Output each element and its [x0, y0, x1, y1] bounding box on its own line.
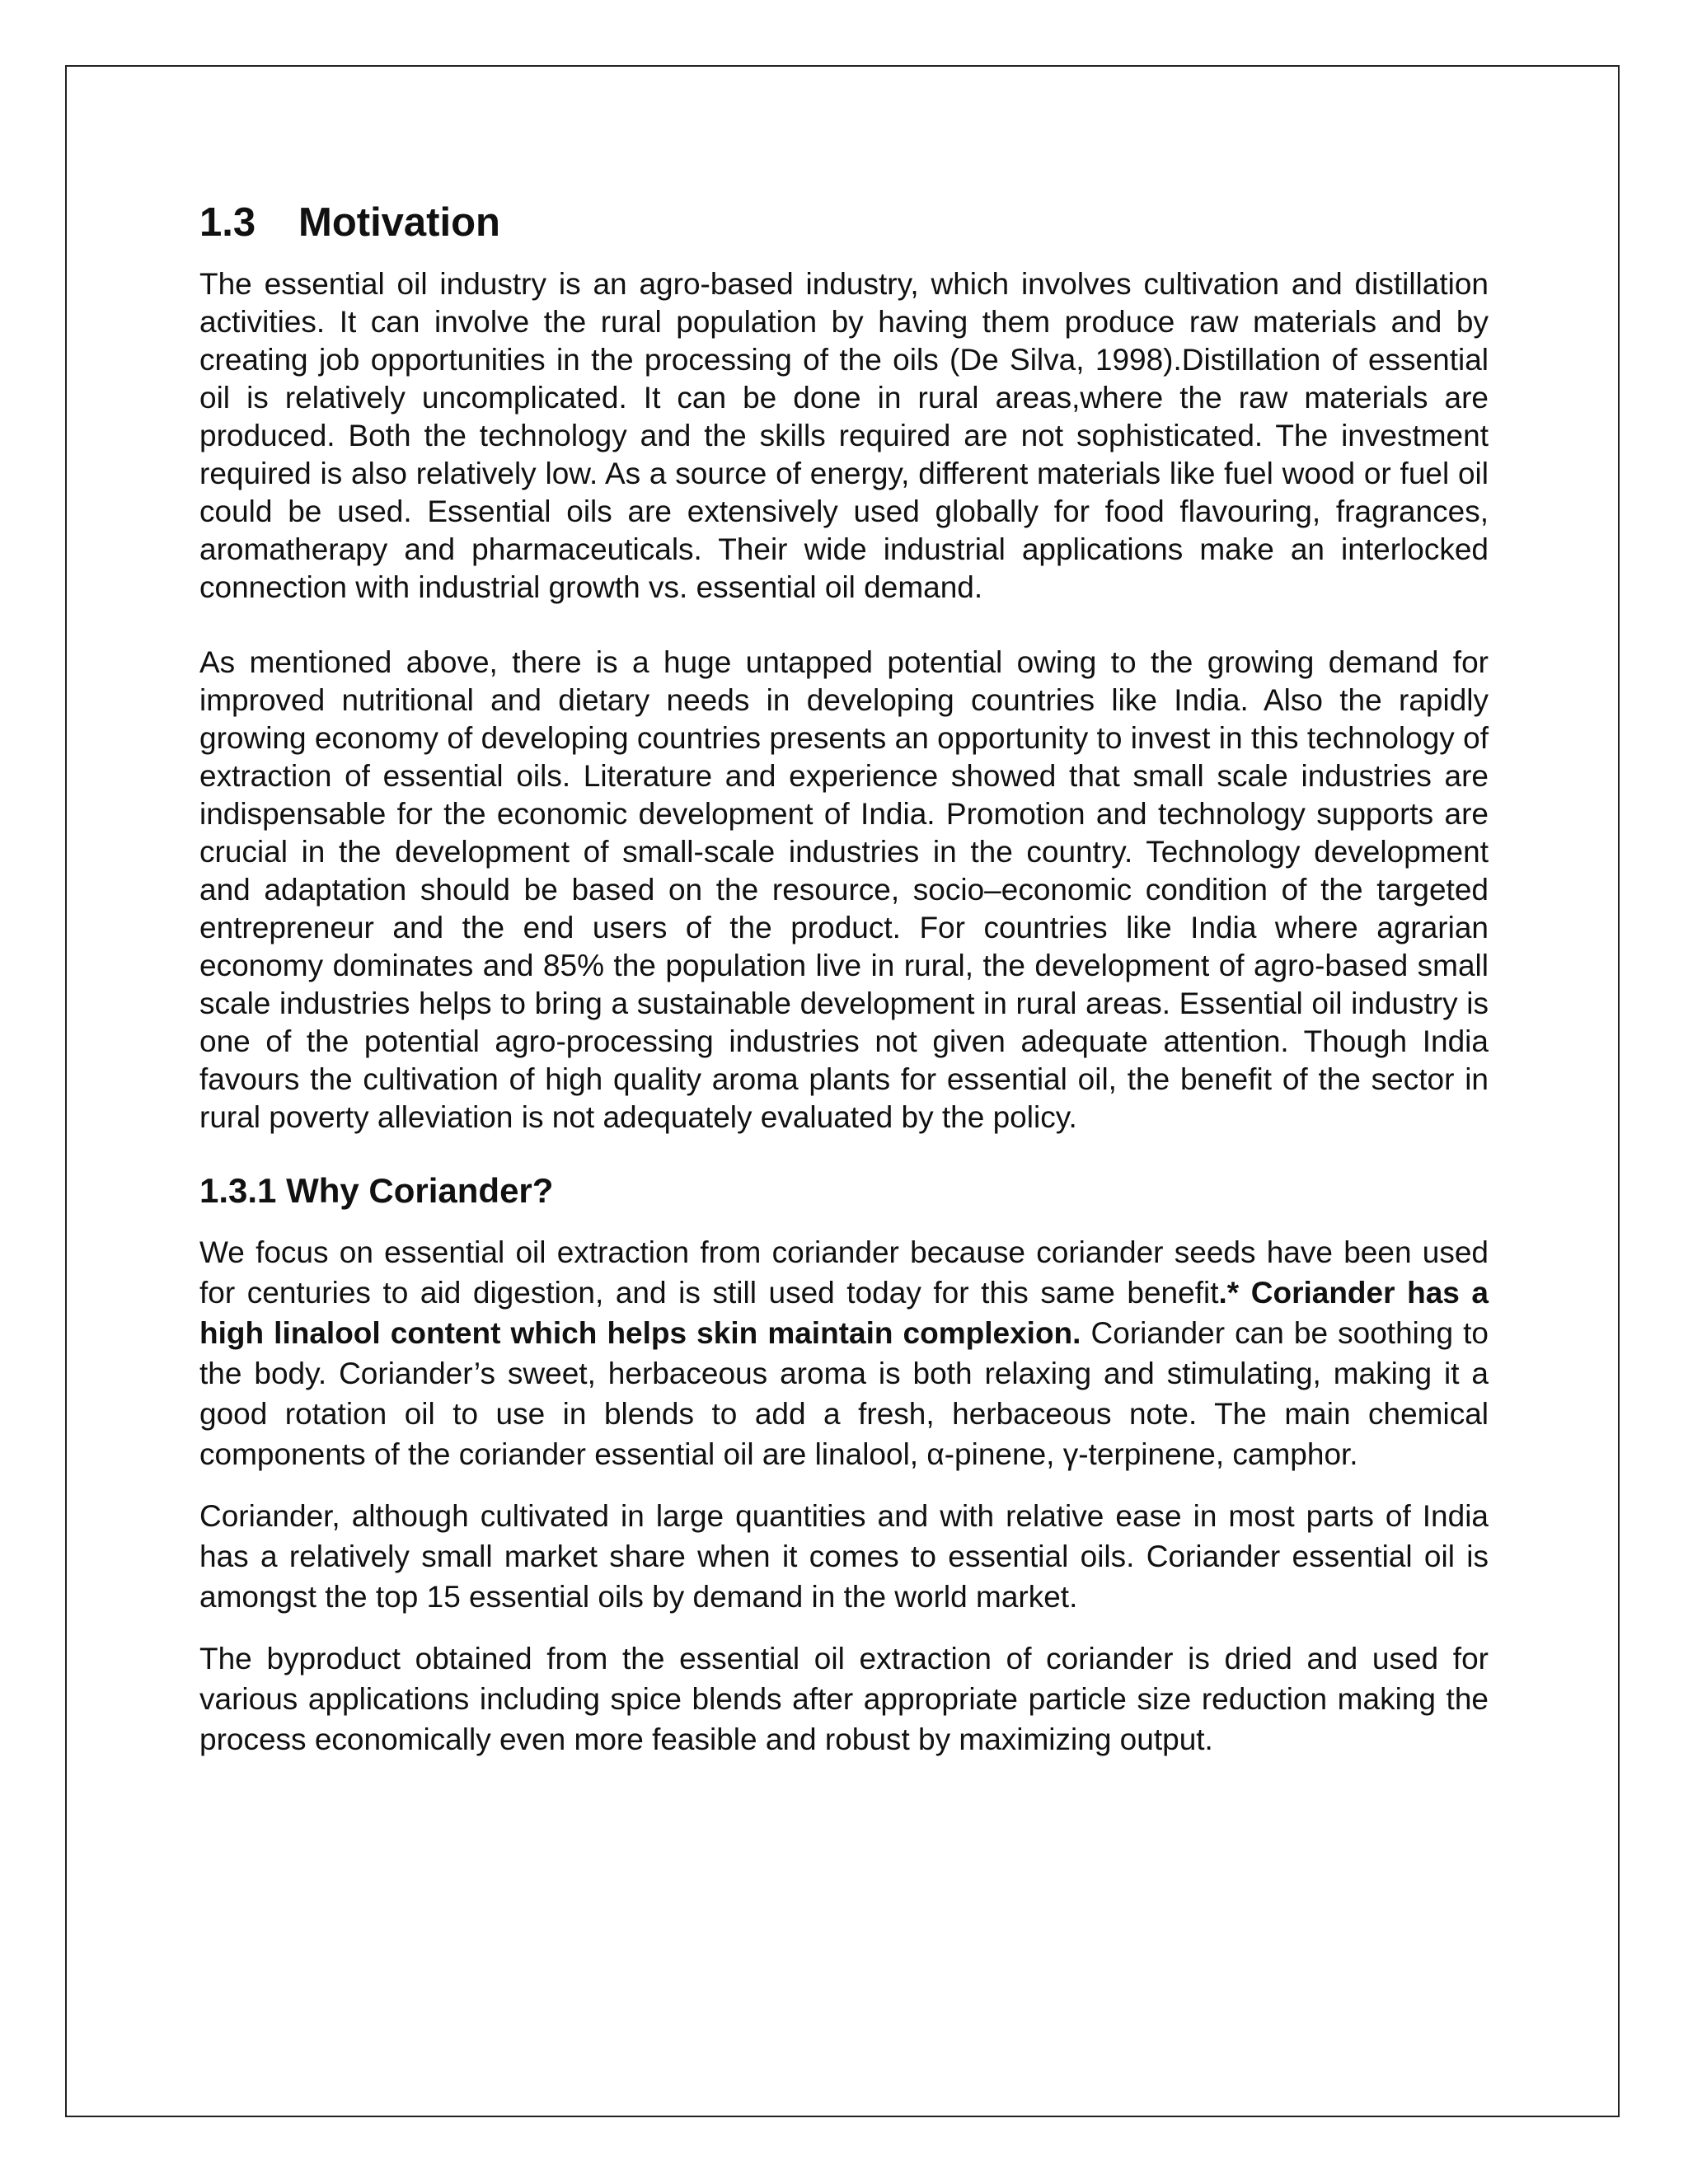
- paragraph-market-share: Coriander, although cultivated in large quantities and with relative ease in most parts of India has a relatively small market share when it comes to essential oils. Coriander essential oil is amongst the top 15 essential oils by demand in the world market.: [199, 1499, 1489, 1614]
- document-body: [199, 198, 1489, 1760]
- section-heading: [199, 198, 1489, 247]
- paragraph-untapped-potential: As mentioned above, there is a huge untapped potential owing to the growing demand for improved nutritional and dietary needs in developing countries like India. Also the rapidly growing economy of developing countries presents an opportunity to invest in this technology of extraction of essential oils. Literature and experience showed that small scale industries are indispensable for the economic development of India. Promotion and technology supports are crucial in the development of small-scale industries in the country. Technology development and adaptation should be based on the resource, socio–economic condition of the targeted entrepreneur and the end users of the product. For countries like India where agrarian economy dominates and 85% the population live in rural, the development of agro-based small scale industries helps to bring a sustainable development in rural areas. Essential oil industry is one of the potential agro-processing industries not given adequate attention. Though India favours the cultivation of high quality aroma plants for essential oil, the benefit of the sector in rural poverty alleviation is not adequately evaluated by the policy.: [199, 645, 1489, 1134]
- why-coriander-bold-claim: .* Coriander has a high linalool content which helps skin maintain complexion.: [199, 1276, 1489, 1350]
- paragraph-why-coriander: [199, 1232, 1489, 1474]
- paragraph-byproduct: The byproduct obtained from the essential oil extraction of coriander is dried and used for various applications including spice blends after appropriate particle size reduction making the process economically even more feasible and robust by maximizing output.: [199, 1642, 1489, 1756]
- why-coriander-text-end: Coriander can be soothing to the body. Coriander’s sweet, herbaceous aroma is both relaxing and stimulating, making it a good rotation oil to use in blends to add a fresh, herbaceous note. The main chemical components of the coriander essential oil are linalool, α-pinene, γ-terpinene, camphor.: [199, 1316, 1489, 1471]
- why-coriander-text-start: We focus on essential oil extraction from coriander because coriander seeds have been used for centuries to aid digestion, and is still used today for this same benefit: [199, 1235, 1489, 1310]
- section-number: 1.3: [199, 200, 256, 245]
- section-title: Motivation: [298, 200, 500, 245]
- subsection-heading: 1.3.1 Why Coriander?: [199, 1171, 554, 1210]
- paragraph-industry-overview: The essential oil industry is an agro-based industry, which involves cultivation and distillation activities. It can involve the rural population by having them produce raw materials and by creating job opportunities in the processing of the oils (De Silva, 1998).Distillation of essential oil is relatively uncomplicated. It can be done in rural areas,where the raw materials are produced. Both the technology and the skills required are not sophisticated. The investment required is also relatively low. As a source of energy, different materials like fuel wood or fuel oil could be used. Essential oils are extensively used globally for food flavouring, fragrances, aromatherapy and pharmaceuticals. Their wide industrial applications make an interlocked connection with industrial growth vs. essential oil demand.: [199, 267, 1489, 604]
